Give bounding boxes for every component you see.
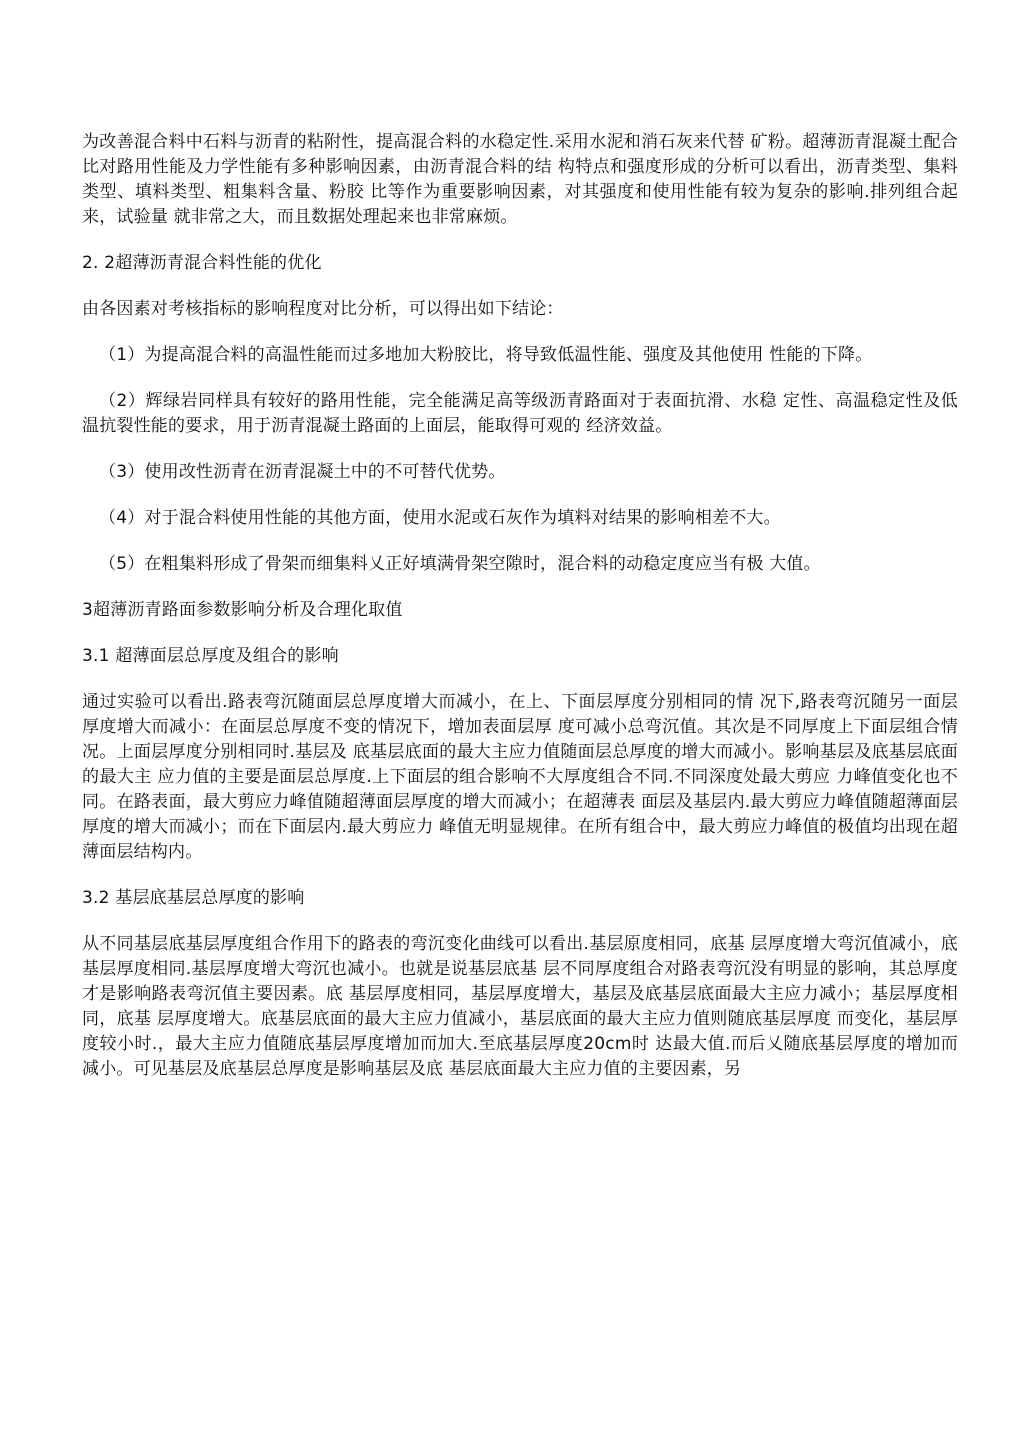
section-heading-3: 3超薄沥青路面参数影响分析及合理化取值 [82, 600, 403, 620]
conclusion-intro-paragraph: 由各因素对考核指标的影响程度对比分析，可以得出如下结论： [82, 299, 564, 319]
section-heading-3-1: 3.1 超薄面层总厚度及组合的影响 [82, 646, 339, 666]
section-heading-3-2: 3.2 基层底基层总厚度的影响 [82, 888, 305, 908]
intro-paragraph: 为改善混合料中石料与沥青的粘附性，提高混合料的水稳定性.采用水泥和消石灰来代替 矿粉。超薄沥青混凝土配合比对路用性能及力学性能有多种影响因素，由沥青混合料的结 构特点和强度形成的分析可以看出，沥青类型、集料类型、填料类型、粗集料含量、粉胶 比等作为重要影响因素，对其强度和使用性能有较为复杂的影响.排列组合起来，试验量 就非常之大，而且数据处理起来也非常麻烦。 [82, 132, 958, 227]
section-3-2-paragraph: 从不同基层底基层厚度组合作用下的路表的弯沉变化曲线可以看出.基层原度相同，底基 层厚度增大弯沉值减小，底基层厚度相同.基层厚度增大弯沉也减小。也就是说基层底基 层不同厚度组合对路表弯沉没有明显的影响，其总厚度才是影响路表弯沉值主要因素。底 基层厚度相同，基层厚度增大，基层及底基层底面最大主应力减小；基层厚度相同，底基 层厚度增大。底基层底面的最大主应力值减小，基层底面的最大主应力值则随底基层厚度 而变化，基层厚度较小时.，最大主应力值随底基层厚度增加而加大.至底基层厚度20cm时 达最大值.而后乂随底基层厚度的增加而减小。可见基层及底基层总厚度是影响基层及底 基层底面最大主应力值的主要因素，另 [82, 934, 958, 1079]
conclusion-item-2: （2）辉绿岩同样具有较好的路用性能，完全能满足高等级沥青路面对于表面抗滑、水稳 定性、高温稳定性及低温抗裂性能的要求，用于沥青混凝土路面的上面层，能取得可观的 经济效益。 [82, 391, 958, 436]
conclusion-item-3: （3）使用改性沥青在沥青混凝土中的不可替代优势。 [99, 462, 506, 482]
section-heading-2-2: 2. 2超薄沥青混合料性能的优化 [82, 253, 322, 273]
section-3-1-paragraph: 通过实验可以看出.路表弯沉随面层总厚度增大而减小，在上、下面层厚度分别相同的情 况下,路表弯沉随另一面层厚度增大而减小：在面层总厚度不变的情况下，增加表面层厚 度可减小总弯沉值。其次是不同厚度上下面层组合情况。上面层厚度分别相同时.基层及 底基层底面的最大主应力值随面层总厚度的增大而减小。影响基层及底基层底面的最大主 应力值的主要是面层总厚度.上下面层的组合影响不大厚度组合不同.不同深度处最大剪应 力峰值变化也不同。在路表面，最大剪应力峰值随超薄面层厚度的增大而减小；在超薄表 面层及基层内.最大剪应力峰值随超薄面层厚度的增大而减小；而在下面层内.最大剪应力 峰值无明显规律。在所有组合中，最大剪应力峰值的极值均出现在超薄面层结构内。 [82, 692, 958, 862]
conclusion-item-5: （5）在粗集料形成了骨架而细集料乂正好填满骨架空隙时，混合料的动稳定度应当有极 大值。 [99, 554, 821, 574]
conclusion-item-1: （1）为提高混合料的高温性能而过多地加大粉胶比，将导致低温性能、强度及其他使用 性能的下降。 [99, 345, 873, 365]
document-page [82, 130, 958, 1103]
conclusion-item-4: （4）对于混合料使用性能的其他方面，使用水泥或石灰作为填料对结果的影响相差不大。 [99, 508, 781, 528]
